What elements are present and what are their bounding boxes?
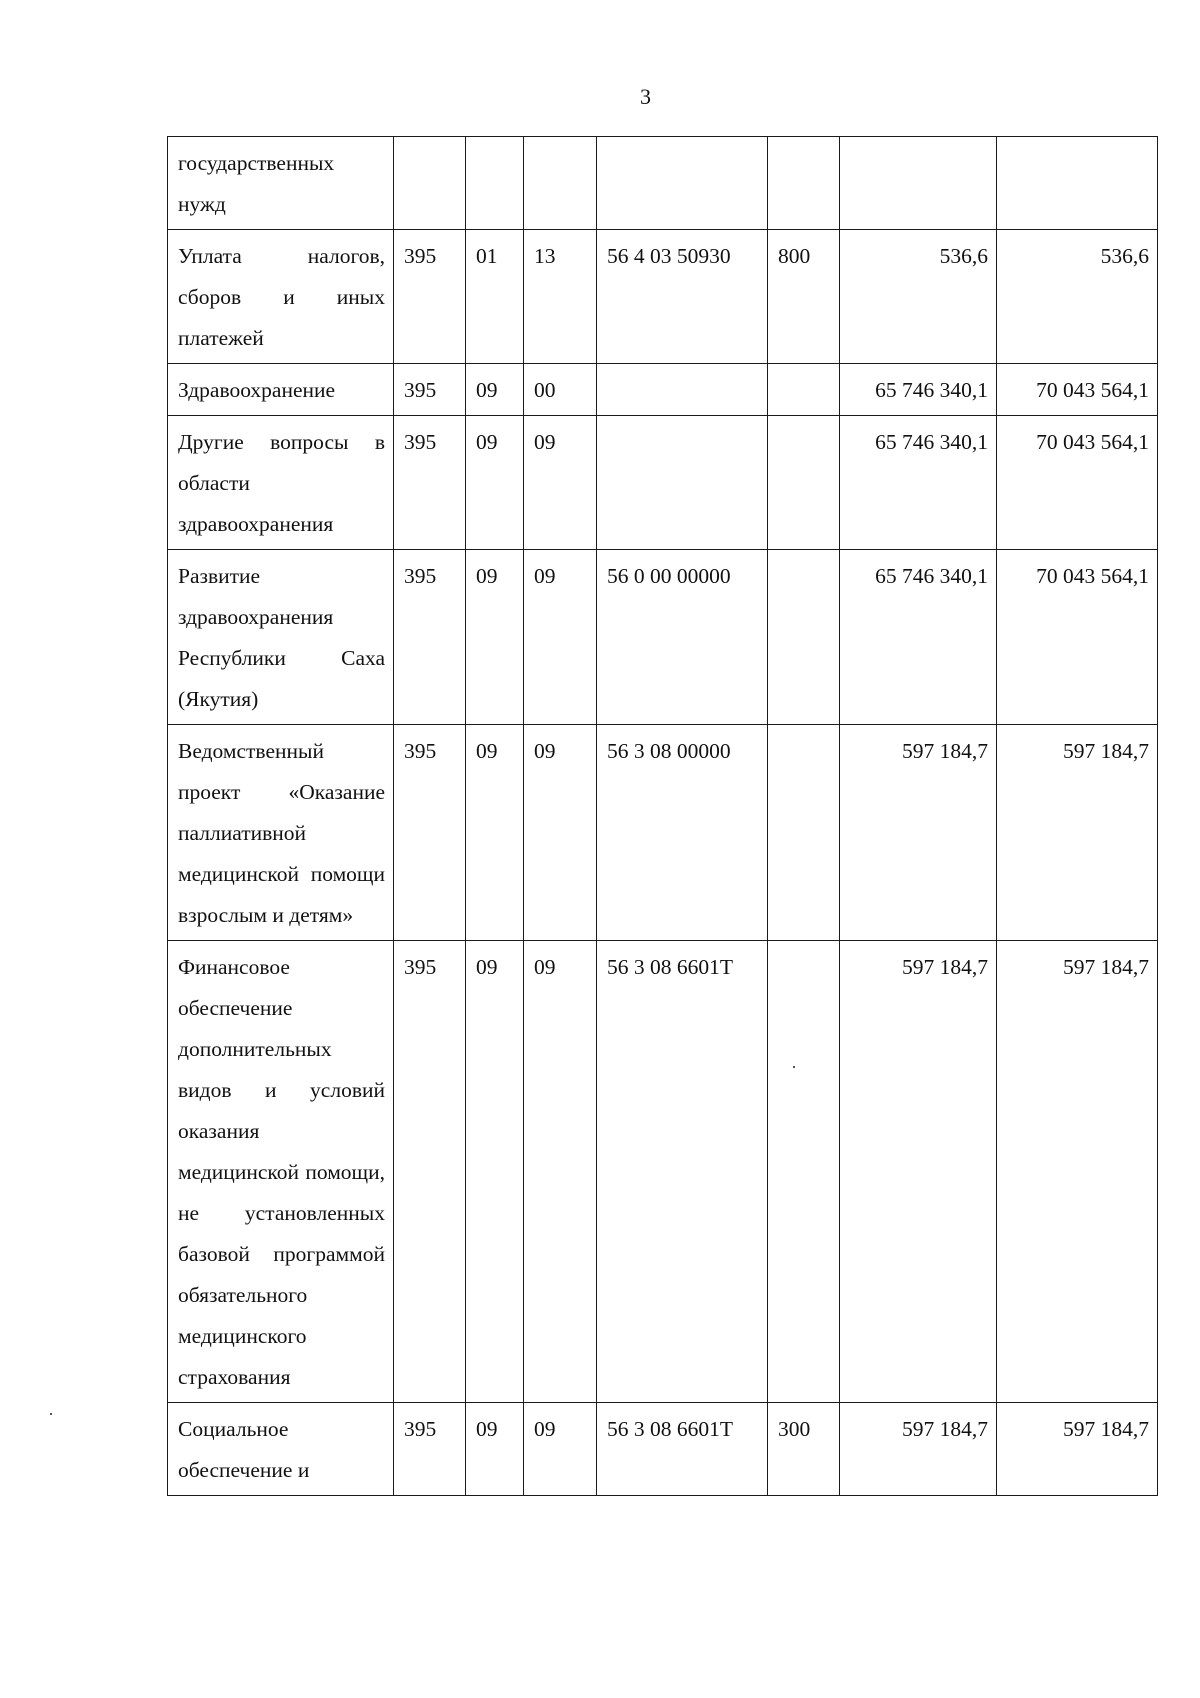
section-code: 09 [466, 550, 524, 725]
grbs-code: 395 [394, 941, 466, 1403]
subsection-code: 09 [524, 1403, 597, 1496]
grbs-code [394, 137, 466, 230]
target-article-code [597, 137, 768, 230]
target-article-code [597, 416, 768, 550]
amount-first: 536,6 [840, 230, 997, 364]
amount-second [997, 137, 1158, 230]
row-name: Финансовое обеспечение дополнительных видов и условий оказания медицинской помощи, не установленных базовой программой обязательного медицинского страхования [168, 941, 394, 1403]
subsection-code [524, 137, 597, 230]
section-code: 09 [466, 725, 524, 941]
amount-first: 65 746 340,1 [840, 550, 997, 725]
amount-second: 597 184,7 [997, 725, 1158, 941]
row-name: Ведомственный проект «Оказание паллиативной медицинской помощи взрослым и детям» [168, 725, 394, 941]
row-name: Здравоохранение [168, 364, 394, 416]
row-name: Уплата налогов, сборов и иных платежей [168, 230, 394, 364]
subsection-code: 09 [524, 941, 597, 1403]
target-article-code: 56 3 08 6601Т [597, 1403, 768, 1496]
table-row [168, 550, 1158, 725]
scan-speck [793, 1066, 795, 1068]
expense-type-code [768, 416, 840, 550]
amount-first: 597 184,7 [840, 1403, 997, 1496]
amount-second: 597 184,7 [997, 1403, 1158, 1496]
section-code: 09 [466, 941, 524, 1403]
subsection-code: 09 [524, 725, 597, 941]
page-number: 3 [640, 84, 651, 109]
table-row [168, 1403, 1158, 1496]
amount-first: 597 184,7 [840, 725, 997, 941]
subsection-code: 00 [524, 364, 597, 416]
amount-second: 536,6 [997, 230, 1158, 364]
section-code: 09 [466, 416, 524, 550]
section-code: 09 [466, 1403, 524, 1496]
amount-second: 70 043 564,1 [997, 550, 1158, 725]
section-code: 01 [466, 230, 524, 364]
target-article-code [597, 364, 768, 416]
amount-second: 597 184,7 [997, 941, 1158, 1403]
target-article-code: 56 0 00 00000 [597, 550, 768, 725]
subsection-code: 13 [524, 230, 597, 364]
subsection-code: 09 [524, 550, 597, 725]
expense-type-code [768, 364, 840, 416]
row-name: Другие вопросы в области здравоохранения [168, 416, 394, 550]
target-article-code: 56 3 08 00000 [597, 725, 768, 941]
grbs-code: 395 [394, 416, 466, 550]
target-article-code: 56 3 08 6601Т [597, 941, 768, 1403]
section-code [466, 137, 524, 230]
grbs-code: 395 [394, 550, 466, 725]
expense-type-code: 300 [768, 1403, 840, 1496]
expense-type-code [768, 550, 840, 725]
grbs-code: 395 [394, 364, 466, 416]
amount-second: 70 043 564,1 [997, 416, 1158, 550]
table-row [168, 230, 1158, 364]
amount-first: 597 184,7 [840, 941, 997, 1403]
expense-type-code [768, 137, 840, 230]
expense-type-code [768, 725, 840, 941]
expense-type-code: 800 [768, 230, 840, 364]
amount-second: 70 043 564,1 [997, 364, 1158, 416]
row-name: государственных нужд [168, 137, 394, 230]
section-code: 09 [466, 364, 524, 416]
grbs-code: 395 [394, 725, 466, 941]
grbs-code: 395 [394, 230, 466, 364]
row-name: Развитие здравоохранения Республики Саха (Якутия) [168, 550, 394, 725]
table-row [168, 725, 1158, 941]
expense-type-code [768, 941, 840, 1403]
amount-first: 65 746 340,1 [840, 416, 997, 550]
subsection-code: 09 [524, 416, 597, 550]
grbs-code: 395 [394, 1403, 466, 1496]
table-row [168, 137, 1158, 230]
table-row [168, 941, 1158, 1403]
amount-first: 65 746 340,1 [840, 364, 997, 416]
row-name: Социальное обеспечение и [168, 1403, 394, 1496]
target-article-code: 56 4 03 50930 [597, 230, 768, 364]
budget-table [167, 136, 1158, 1496]
amount-first [840, 137, 997, 230]
table-row [168, 364, 1158, 416]
table-row [168, 416, 1158, 550]
scan-speck [50, 1413, 52, 1415]
